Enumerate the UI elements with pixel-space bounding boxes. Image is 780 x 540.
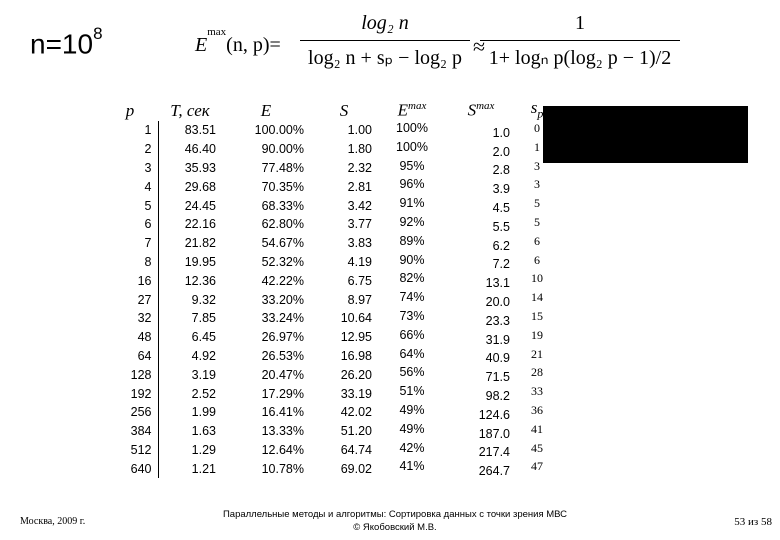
cell-e: 42.22% [261, 273, 304, 288]
table-row [102, 140, 558, 159]
cell-sp: 47 [531, 459, 543, 474]
cell-s: 4.19 [347, 254, 372, 269]
title-exponent: 8 [93, 24, 103, 43]
table-row [102, 290, 558, 309]
cell-p: 32 [102, 309, 158, 328]
table-row [102, 253, 558, 272]
cell-e: 20.47% [261, 367, 304, 382]
cell-s: 6.75 [347, 273, 372, 288]
table-row [102, 347, 558, 366]
cell-emax: 74% [399, 290, 425, 305]
table-row [102, 441, 558, 460]
cell-emax: 82% [399, 271, 425, 286]
formula-fraction-2 [480, 8, 680, 73]
cell-sp: 15 [531, 308, 543, 323]
table-row [102, 159, 558, 178]
header-p: p [125, 101, 135, 120]
cell-smax: 20.0 [485, 294, 510, 309]
table-body [102, 121, 558, 478]
formula-fraction-2-denominator: 1+ logₙ p(log₂ p − 1)/2 [488, 47, 672, 69]
table-row [102, 121, 558, 140]
cell-emax: 64% [399, 346, 425, 361]
cell-s: 1.80 [347, 142, 372, 157]
cell-p: 8 [102, 253, 158, 272]
cell-emax: 96% [399, 177, 425, 192]
cell-emax: 49% [399, 402, 425, 417]
cell-p: 1 [102, 121, 158, 140]
formula-fraction-1-denominator: log₂ n + sₚ − log₂ p [308, 47, 462, 69]
cell-t: 2.52 [191, 386, 216, 401]
cell-smax: 98.2 [485, 388, 510, 403]
cell-t: 22.16 [184, 217, 216, 232]
cell-p: 6 [102, 215, 158, 234]
header-emax [378, 97, 446, 121]
cell-smax: 5.5 [492, 219, 510, 234]
formula-fraction-1-numerator: log₂ n [361, 12, 409, 34]
cell-emax: 56% [399, 365, 425, 380]
cell-sp: 3 [534, 177, 540, 192]
cell-t: 12.36 [184, 273, 216, 288]
footer-left: Москва, 2009 г. [20, 516, 86, 527]
cell-emax: 66% [399, 327, 425, 342]
cell-s: 26.20 [340, 367, 372, 382]
table-row [102, 271, 558, 290]
formula-fraction-2-numerator: 1 [575, 12, 585, 34]
cell-p: 512 [102, 441, 158, 460]
cell-p: 48 [102, 328, 158, 347]
table-row [102, 328, 558, 347]
cell-s: 69.02 [340, 461, 372, 476]
cell-s: 1.00 [347, 123, 372, 138]
cell-p: 4 [102, 177, 158, 196]
cell-e: 17.29% [261, 386, 304, 401]
cell-e: 90.00% [261, 142, 304, 157]
cell-p: 640 [102, 459, 158, 478]
cell-e: 33.24% [261, 311, 304, 326]
cell-e: 33.20% [261, 292, 304, 307]
formula-lhs-args: (n, p)= [226, 34, 281, 56]
cell-s: 3.77 [347, 217, 372, 232]
cell-sp: 21 [531, 346, 543, 361]
cell-t: 21.82 [184, 236, 216, 251]
cell-smax: 3.9 [492, 182, 510, 197]
cell-sp: 6 [534, 233, 540, 248]
table-row [102, 309, 558, 328]
cell-emax: 100% [396, 139, 428, 154]
cell-emax: 49% [399, 421, 425, 436]
cell-sp: 1 [534, 139, 540, 154]
cell-sp: 3 [534, 158, 540, 173]
title-prefix: n=10 [30, 28, 94, 60]
cell-t: 3.19 [191, 367, 216, 382]
cell-smax: 2.0 [492, 144, 510, 159]
cell-smax: 31.9 [485, 332, 510, 347]
cell-p: 128 [102, 365, 158, 384]
cell-emax: 90% [399, 252, 425, 267]
cell-emax: 100% [396, 121, 428, 135]
header-sp-base: s [530, 97, 538, 117]
cell-p: 192 [102, 384, 158, 403]
header-s: S [339, 101, 349, 120]
cell-smax: 40.9 [485, 351, 510, 366]
cell-s: 2.81 [347, 179, 372, 194]
cell-sp: 19 [531, 327, 543, 342]
cell-p: 64 [102, 347, 158, 366]
cell-smax: 2.8 [492, 163, 510, 178]
cell-t: 29.68 [184, 179, 216, 194]
cell-e: 12.64% [261, 442, 304, 457]
cell-emax: 89% [399, 233, 425, 248]
header-smax-base: S [467, 101, 477, 120]
cell-s: 16.98 [340, 348, 372, 363]
cell-s: 51.20 [340, 424, 372, 439]
cell-e: 13.33% [261, 424, 304, 439]
cell-smax: 7.2 [492, 257, 510, 272]
cell-t: 1.63 [191, 424, 216, 439]
footer-page-number: 53 из 58 [734, 516, 772, 528]
cell-s: 3.83 [347, 236, 372, 251]
table-header-row [102, 97, 558, 121]
cell-sp: 10 [531, 271, 543, 286]
black-box [543, 106, 748, 163]
header-smax [446, 97, 516, 121]
cell-emax: 73% [399, 308, 425, 323]
cell-s: 33.19 [340, 386, 372, 401]
cell-sp: 28 [531, 365, 543, 380]
table-row [102, 459, 558, 478]
cell-emax: 92% [399, 214, 425, 229]
cell-e: 10.78% [261, 461, 304, 476]
cell-smax: 1.0 [492, 125, 510, 140]
cell-p: 3 [102, 159, 158, 178]
formula-fraction-1 [300, 8, 470, 73]
cell-p: 256 [102, 403, 158, 422]
header-t: T, сек [170, 101, 210, 120]
footer-center-line1: Параллельные методы и алгоритмы: Сортировка данных с точки зрения МВС [222, 509, 568, 520]
cell-e: 62.80% [261, 217, 304, 232]
cell-sp: 6 [534, 252, 540, 267]
cell-smax: 13.1 [485, 276, 510, 291]
cell-smax: 124.6 [478, 407, 510, 422]
cell-e: 26.53% [261, 348, 304, 363]
formula-fraction-1-bar [300, 40, 470, 41]
cell-p: 27 [102, 290, 158, 309]
cell-smax: 4.5 [492, 200, 510, 215]
table-row [102, 196, 558, 215]
header-emax-base: E [397, 101, 409, 120]
formula-lhs-e: E [195, 34, 208, 56]
cell-e: 16.41% [261, 405, 304, 420]
cell-sp: 41 [531, 421, 543, 436]
cell-t: 24.45 [184, 198, 216, 213]
cell-s: 64.74 [340, 442, 372, 457]
cell-emax: 51% [399, 384, 425, 399]
cell-emax: 41% [399, 459, 425, 474]
cell-t: 6.45 [191, 330, 216, 345]
cell-sp: 5 [534, 214, 540, 229]
cell-e: 26.97% [261, 330, 304, 345]
table-row [102, 384, 558, 403]
cell-smax: 187.0 [478, 426, 510, 441]
table-row [102, 403, 558, 422]
cell-sp: 5 [534, 196, 540, 211]
formula-approx-sign: ≈ [473, 34, 486, 59]
table-row [102, 234, 558, 253]
cell-s: 10.64 [340, 311, 372, 326]
formula-lhs-sup: max [207, 26, 227, 39]
cell-smax: 71.5 [485, 370, 510, 385]
cell-smax: 217.4 [478, 445, 510, 460]
header-emax-sup: max [408, 100, 427, 113]
cell-sp: 45 [531, 440, 543, 455]
cell-p: 2 [102, 140, 158, 159]
cell-s: 3.42 [347, 198, 372, 213]
cell-emax: 95% [399, 158, 425, 173]
slide-title [30, 24, 103, 60]
table-row [102, 365, 558, 384]
table-row [102, 215, 558, 234]
header-sp-sub: p [537, 106, 544, 120]
cell-e: 68.33% [261, 198, 304, 213]
cell-s: 42.02 [340, 405, 372, 420]
formula-lhs [195, 26, 281, 57]
cell-s: 8.97 [347, 292, 372, 307]
formula-fraction-2-bar [480, 40, 680, 41]
cell-t: 19.95 [184, 254, 216, 269]
cell-p: 5 [102, 196, 158, 215]
cell-t: 1.29 [191, 442, 216, 457]
cell-e: 100.00% [254, 123, 304, 138]
cell-smax: 264.7 [478, 464, 510, 479]
cell-sp: 0 [534, 121, 540, 135]
table-row [102, 177, 558, 196]
cell-t: 1.99 [191, 405, 216, 420]
table-row [102, 422, 558, 441]
cell-e: 77.48% [261, 160, 304, 175]
cell-t: 35.93 [184, 160, 216, 175]
efficiency-formula [195, 8, 695, 80]
header-e: E [260, 101, 272, 120]
cell-sp: 33 [531, 384, 543, 399]
cell-t: 9.32 [191, 292, 216, 307]
cell-p: 384 [102, 422, 158, 441]
cell-s: 12.95 [340, 330, 372, 345]
header-smax-sup: max [476, 100, 495, 113]
cell-e: 54.67% [261, 236, 304, 251]
cell-t: 7.85 [191, 311, 216, 326]
cell-sp: 36 [531, 402, 543, 417]
cell-t: 83.51 [184, 123, 216, 138]
cell-t: 4.92 [191, 348, 216, 363]
results-table [102, 97, 559, 478]
cell-p: 7 [102, 234, 158, 253]
footer-center-line2: © Якобовский М.В. [353, 522, 437, 533]
cell-t: 1.21 [191, 461, 216, 476]
cell-sp: 14 [531, 290, 543, 305]
cell-t: 46.40 [184, 142, 216, 157]
footer-center [190, 508, 600, 534]
cell-s: 2.32 [347, 160, 372, 175]
cell-e: 70.35% [261, 179, 304, 194]
cell-p: 16 [102, 271, 158, 290]
cell-smax: 6.2 [492, 238, 510, 253]
cell-smax: 23.3 [485, 313, 510, 328]
cell-emax: 91% [399, 196, 425, 211]
cell-emax: 42% [399, 440, 425, 455]
cell-e: 52.32% [261, 254, 304, 269]
